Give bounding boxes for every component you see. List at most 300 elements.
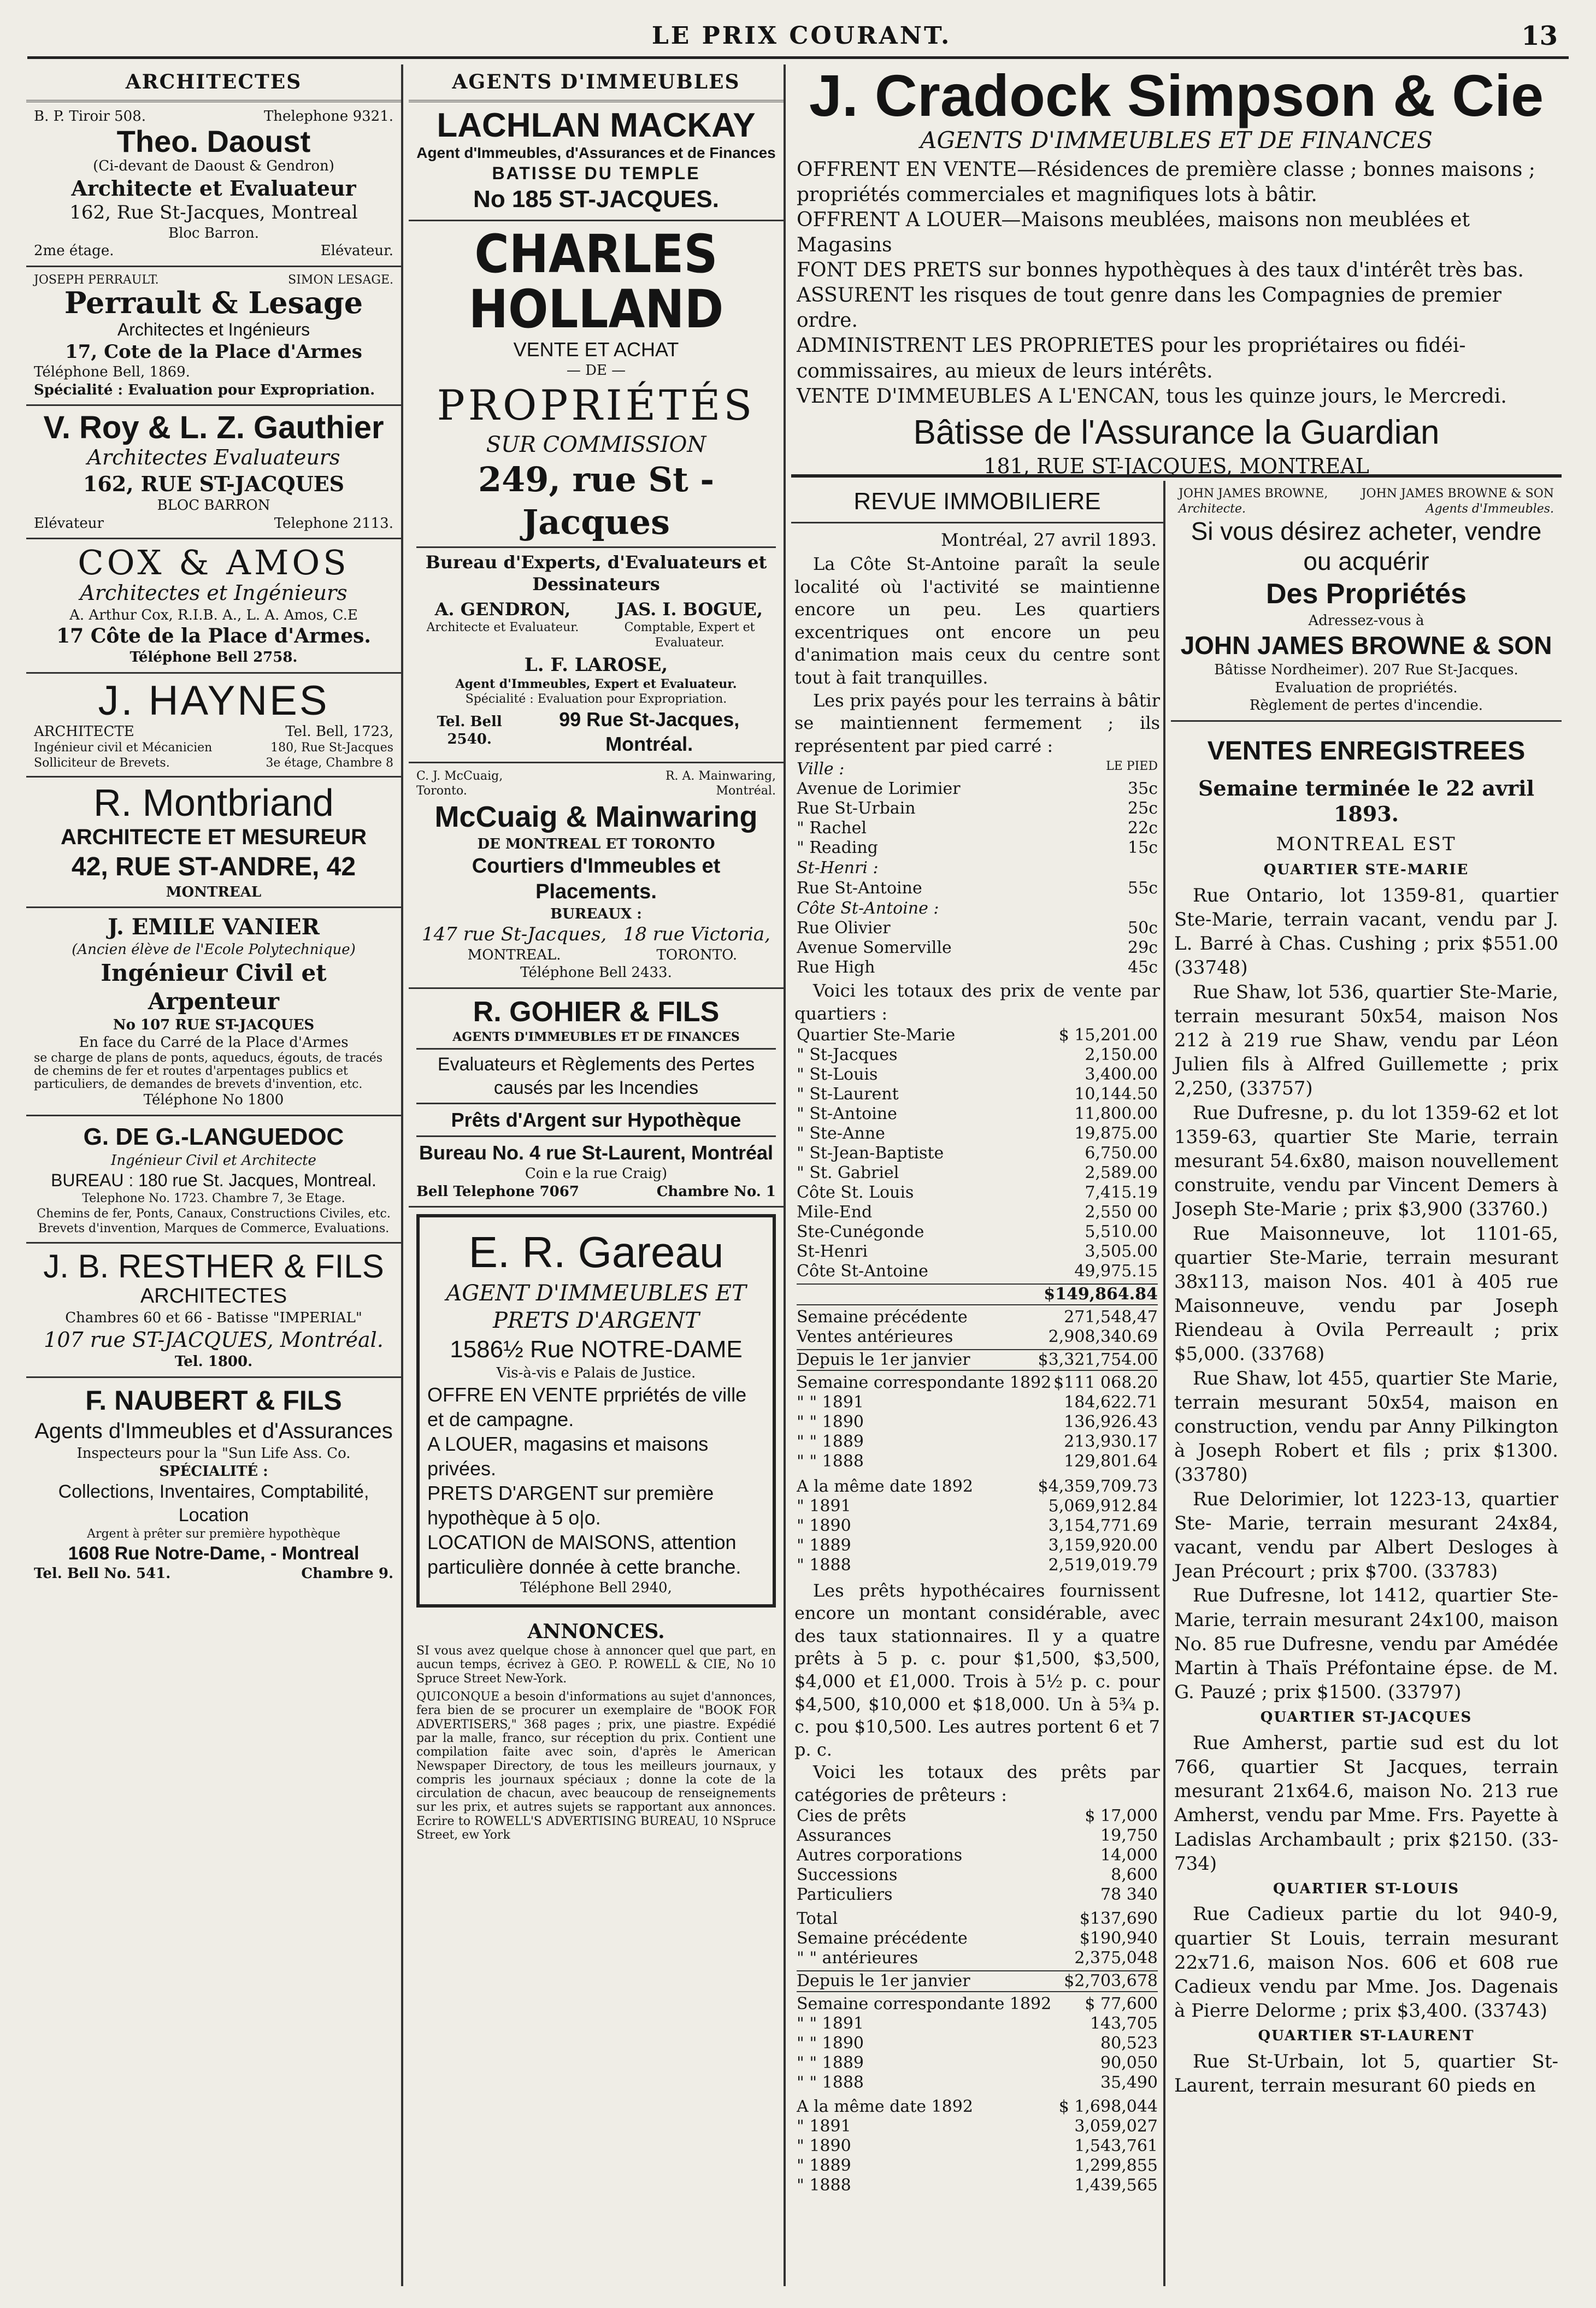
revue-immobiliere: [791, 481, 1165, 2286]
table-row: [797, 1203, 1158, 1222]
table-row: [797, 779, 1158, 799]
ad-text: 2me étage.: [34, 243, 114, 260]
revue-sales-table: [791, 1026, 1163, 1575]
table-label: Depuis le 1er janvier: [797, 1971, 970, 1991]
table-value: 49,975.15: [1074, 1261, 1158, 1281]
table-row: [797, 1045, 1158, 1065]
table-row: [797, 1536, 1158, 1556]
table-value: 11,800.00: [1074, 1104, 1158, 1123]
ad-name: F. NAUBERT & FILS: [85, 1385, 342, 1416]
table-value: 184,622.71: [1064, 1392, 1158, 1412]
table-row: [797, 1183, 1158, 1203]
table-row: [797, 1477, 1158, 1497]
ad-text: Coin e la rue Craig): [525, 1165, 668, 1182]
table-value: 213,930.17: [1064, 1432, 1158, 1451]
table-label: Depuis le 1er janvier: [797, 1350, 970, 1369]
ad-text: Evaluateurs et Règlements des Pertes causés par les Incendies: [437, 1054, 755, 1098]
quarter-heading: QUARTIER ST-LOUIS: [1273, 1880, 1459, 1897]
table-value: 3,159,920.00: [1048, 1535, 1158, 1555]
table-row: [797, 2117, 1158, 2136]
revue-text: Les prix payés pour les terrains à bâtir se maintiennent fermement ; ils représentent par pied carré :: [794, 690, 1160, 756]
table-row: [797, 1222, 1158, 1242]
ad-text: OFFRE EN VENTE prpriétés de ville et de campagne.: [427, 1383, 747, 1430]
sale-entry: Rue Delorimier, lot 1223-13, quartier Ste- Marie, terrain mesurant 24x84, vacant, vendu par Albert Desloges à Jean Précourt ; prix $700. (33783): [1174, 1488, 1558, 1583]
ad-text: Téléphone Bell 2940,: [520, 1579, 672, 1596]
ad-body: [791, 155, 1562, 411]
ad-text: En face du Carré de la Place d'Armes: [79, 1034, 349, 1051]
ad-name: A. GENDRON,: [434, 599, 571, 620]
table-row: [797, 1516, 1158, 1536]
table-value: 6,750.00: [1085, 1143, 1158, 1163]
section-heading: ARCHITECTES: [125, 70, 302, 93]
ad-role: Architectes et Ingénieurs: [117, 319, 310, 339]
table-row: [797, 2156, 1158, 2176]
table-value: $111 068.20: [1053, 1373, 1158, 1392]
ad-text: MONTREAL: [166, 884, 262, 900]
sale-entry: Rue Dufresne, p. du lot 1359-62 et lot 1359-63, quartier Ste Marie, terrain mesurant 54.6x80, maison nouvellement construite, vendu par Vincent Demers à Joseph Ste-Marie ; prix $3,900 (33760.): [1174, 1102, 1558, 1221]
ad-gohier: [409, 989, 784, 1208]
ad-name: J. Cradock Simpson & Cie: [809, 64, 1544, 128]
ad-name: J. HAYNES: [98, 677, 329, 724]
ad-address: No 185 ST-JACQUES.: [473, 186, 719, 213]
table-label: Rue High: [797, 958, 875, 978]
ad-text: Vis-à-vis e Palais de Justice.: [496, 1365, 696, 1382]
ad-text: Des Propriétés: [1265, 578, 1467, 610]
table-value: 55c: [1128, 878, 1158, 898]
ad-address: 17 Côte de la Place d'Armes.: [56, 625, 371, 648]
table-label: A la même date 1892: [797, 1476, 973, 1496]
table-label: " " 1888: [797, 2073, 864, 2093]
revue-heading: REVUE IMMOBILIERE: [791, 481, 1163, 523]
table-label: " St-Laurent: [797, 1084, 899, 1104]
ad-role: AGENTS D'IMMEUBLES ET DE FINANCES: [920, 127, 1433, 154]
ad-address: 107 rue ST-JACQUES, Montréal.: [44, 1327, 384, 1352]
table-row: [797, 1144, 1158, 1163]
ad-text: Evaluation de propriétés.: [1275, 679, 1458, 696]
table-label: St-Henri: [797, 1241, 868, 1261]
table-row: [797, 2053, 1158, 2073]
table-row: [797, 1865, 1158, 1885]
table-label: " St-Antoine: [797, 1104, 897, 1123]
ad-address: Bâtisse Nordheimer). 207 Rue St-Jacques.: [1214, 662, 1518, 679]
ad-role: Architectes Evaluateurs: [87, 445, 340, 470]
ad-role: ARCHITECTE ET MESUREUR: [60, 825, 367, 849]
table-row: [797, 1556, 1158, 1575]
table-label: Côte St-Antoine :: [797, 898, 939, 918]
sale-entry: Rue Ontario, lot 1359-81, quartier Ste-Marie, terrain vacant, vendu par J. L. Barré à Chas. Cushing ; prix $551.00 (33748): [1174, 884, 1558, 979]
revue-prices: [791, 757, 1163, 980]
table-label: " St. Gabriel: [797, 1163, 899, 1182]
revue-date: Montréal, 27 avril 1893.: [941, 529, 1157, 550]
ad-text: A. Arthur Cox, R.I.B. A., L. A. Amos, C.E: [69, 607, 358, 623]
table-row: [797, 1373, 1158, 1393]
ad-text: R. A. Mainwaring,: [665, 769, 776, 783]
table-row: [797, 1308, 1158, 1327]
ad-address: No 107 RUE ST-JACQUES: [113, 1016, 315, 1033]
table-label: " 1891: [797, 1496, 851, 1516]
table-row: [797, 1948, 1158, 1968]
table-row: [797, 879, 1158, 898]
ad-text: Architecte et Evaluateur.: [426, 621, 579, 635]
ad-text: Bâtisse de l'Assurance la Guardian: [913, 413, 1440, 451]
page-number: 13: [1521, 20, 1558, 51]
table-value: 136,926.43: [1064, 1412, 1158, 1432]
table-label: " St-Louis: [797, 1064, 878, 1084]
ad-name: McCuaig & Mainwaring: [434, 800, 758, 833]
ad-address: 181, RUE ST-JACQUES, MONTREAL: [983, 454, 1369, 479]
ad-name: G. DE G.-LANGUEDOC: [83, 1123, 344, 1150]
ad-text: Prêts d'Argent sur Hypothèque: [451, 1109, 741, 1132]
ad-text: BUREAUX :: [550, 905, 642, 922]
ad-text: VENTE D'IMMEUBLES A L'ENCAN, tous les quinze jours, le Mercredi.: [797, 385, 1507, 408]
table-total: $149,864.84: [1044, 1284, 1158, 1304]
table-row: [797, 1826, 1158, 1846]
table-label: Autres corporations: [797, 1846, 963, 1865]
table-value: 7,415.19: [1085, 1182, 1158, 1202]
table-label: " " antérieures: [797, 1948, 918, 1968]
ad-address: 42, RUE ST-ANDRE, 42: [71, 852, 356, 881]
ad-languedoc: [26, 1116, 401, 1244]
table-label: Rue St-Antoine: [797, 878, 922, 898]
ad-text: Tel. Bell 2540.: [437, 713, 502, 748]
table-row: [797, 1994, 1158, 2014]
table-row: [797, 919, 1158, 938]
table-row: [797, 1846, 1158, 1865]
table-value: 19,750: [1100, 1826, 1158, 1846]
ad-text: (Ancien élève de l'Ecole Polytechnique): [72, 941, 356, 958]
ad-name: JAS. I. BOGUE,: [616, 599, 763, 620]
ad-text: — DE —: [566, 362, 626, 379]
table-value: $ 15,201.00: [1058, 1025, 1158, 1045]
table-value: 35c: [1128, 779, 1158, 799]
table-label: Ville :: [797, 759, 845, 779]
ad-text: Collections, Inventaires, Comptabilité, Location: [58, 1481, 369, 1526]
table-row: [797, 1929, 1158, 1948]
table-label: " 1889: [797, 1535, 851, 1555]
ad-role: Agents d'Immeubles et d'Assurances: [34, 1419, 393, 1444]
ad-name: JOHN JAMES BROWNE & SON: [1180, 631, 1552, 660]
ad-text: Tel. 1800.: [174, 1353, 253, 1370]
ad-text: Architecte.: [1179, 502, 1246, 516]
ad-role: Agent d'Immeubles, d'Assurances et de Finances: [416, 144, 776, 162]
section-heading: AGENTS D'IMMEUBLES: [452, 70, 740, 93]
table-value: $190,940: [1079, 1929, 1158, 1948]
ad-role: AGENT D'IMMEUBLES ET PRETS D'ARGENT: [446, 1281, 746, 1334]
ad-text: B. P. Tiroir 508.: [34, 108, 146, 125]
table-label: " St-Jean-Baptiste: [797, 1143, 944, 1163]
ad-name: J. EMILE VANIER: [108, 914, 320, 940]
ad-text: se charge de plans de ponts, aqueducs, égouts, de tracés de chemins de fer et routes d'arpentages publics et particuliers, de demandes de brevets d'invention, etc.: [34, 1051, 383, 1092]
table-value: 15c: [1128, 838, 1158, 858]
ad-text: JOHN JAMES BROWNE,: [1179, 487, 1328, 501]
table-value: 10,144.50: [1074, 1084, 1158, 1104]
ad-text: Elévateur.: [320, 243, 393, 260]
table-label: Cies de prêts: [797, 1806, 906, 1826]
ad-daoust: [26, 102, 401, 267]
ad-text: Inspecteurs pour la "Sun Life Ass. Co.: [76, 1445, 351, 1462]
table-value: $ 77,600: [1085, 1994, 1158, 2014]
ad-text: FONT DES PRETS sur bonnes hypothèques à des taux d'intérêt très bas.: [797, 259, 1524, 282]
table-value: 3,059,027: [1074, 2117, 1158, 2136]
ad-name: Theo. Daoust: [116, 123, 311, 158]
table-label: Avenue de Lorimier: [797, 779, 961, 799]
ad-montbriand: [26, 778, 401, 908]
ad-text: LOCATION de MAISONS, attention particulière donnée à cette branche.: [427, 1530, 741, 1578]
ad-text: Téléphone Bell 2433.: [520, 964, 672, 981]
table-value: 3,505.00: [1085, 1241, 1158, 1261]
table-row: [797, 1163, 1158, 1183]
table-label: LE PIED: [1106, 759, 1158, 774]
ad-role: ARCHITECTES: [140, 1284, 287, 1308]
ad-text: Chemins de fer, Ponts, Canaux, Constructions Civiles, etc. Brevets d'invention, Marques de Commerce, Evaluations.: [37, 1206, 391, 1236]
column-architects: [26, 64, 403, 2286]
table-row: [797, 1104, 1158, 1124]
table-label: " " 1888: [797, 1451, 864, 1471]
column-real-estate-agents: [409, 64, 786, 2286]
table-row: [797, 1327, 1158, 1347]
table-value: 80,523: [1100, 2034, 1158, 2053]
ad-address: 1608 Rue Notre-Dame, - Montreal: [68, 1542, 360, 1564]
table-row: [797, 1124, 1158, 1144]
ad-name: R. Montbriand: [93, 781, 334, 825]
ad-text: SPÉCIALITÉ :: [159, 1463, 268, 1480]
ad-text: MONTREAL.: [467, 946, 561, 963]
ad-text: JOHN JAMES BROWNE & SON: [1361, 487, 1554, 501]
ad-address: 147 rue St-Jacques,: [422, 923, 607, 946]
table-label: Rue St-Urbain: [797, 799, 916, 819]
table-label: Assurances: [797, 1826, 892, 1846]
table-label: Semaine précédente: [797, 1929, 968, 1948]
table-value: 2,150.00: [1085, 1045, 1158, 1064]
ad-text: Agents d'Immeubles.: [1426, 502, 1554, 516]
sale-entry: Rue St-Urbain, lot 5, quartier St-Laurent, terrain mesurant 60 pieds en: [1174, 2050, 1558, 2097]
ad-role: AGENTS D'IMMEUBLES ET DE FINANCES: [452, 1029, 740, 1044]
sale-entry: Rue Cadieux partie du lot 940-9, quartier St Louis, terrain mesurant 22x71.6, maison Nos. 606 et 608 rue Cadieux vendu par Mme. Jos. Dagenais à Pierre Delorme ; prix $3,400. (33743): [1174, 1903, 1558, 2022]
quarter-heading: QUARTIER ST-JACQUES: [1260, 1709, 1473, 1726]
ad-text: Chambres 60 et 66 - Batisse "IMPERIAL": [65, 1310, 362, 1327]
ad-address: Bureau No. 4 rue St-Laurent, Montréal: [419, 1141, 774, 1164]
table-label: A la même date 1892: [797, 2097, 973, 2117]
sale-entry: Rue Shaw, lot 455, quartier Ste Marie, terrain mesurant 50x54, maison en construction, vendu par Anny Pilkington à Joseph Robert et fils ; prix $1300. (33780): [1174, 1367, 1558, 1486]
page-header: [27, 15, 1569, 59]
ad-text: ASSURENT les risques de tout genre dans les Compagnies de premier ordre.: [797, 284, 1501, 332]
table-label: Total: [797, 1909, 838, 1929]
table-value: 271,548,47: [1064, 1307, 1158, 1327]
ad-mccuaig: [409, 763, 784, 989]
ad-text: Tel. Bell, 1723,: [285, 723, 393, 740]
ad-text: JOSEPH PERRAULT.: [34, 273, 159, 287]
annonces-text: QUICONQUE a besoin d'informations au sujet d'annonces, fera bien de se procurer un exemplaire de "BOOK FOR ADVERTISERS," 368 pages ; prix, une piastre. Expédié par la malle, franco, sur réception du prix. Contient une compilation faite avec soin, d'après le American Newspaper Directory, de tous les meilleurs journaux, y compris les journaux spéciaux ; donne la cote de la circulation de chacun, avec beaucoup de renseignements sur les prix, et autres sujets se rapportant aux annonces. Ecrire to ROWELL'S ADVERTISING BUREAU, 10 NSpruce Street, ew York: [416, 1690, 776, 1842]
ad-text: Telephone 2113.: [274, 515, 393, 532]
ad-text: A LOUER, magasins et maisons privées.: [427, 1432, 709, 1480]
ad-text: TORONTO.: [656, 946, 738, 963]
table-value: 3,154,771.69: [1048, 1516, 1158, 1535]
ad-cradock-simpson: [791, 64, 1562, 480]
table-row: [797, 819, 1158, 838]
table-value: 22c: [1128, 819, 1158, 838]
table-value: 50c: [1128, 919, 1158, 938]
table-label: " " 1891: [797, 1392, 864, 1412]
ad-role: Ingénieur Civil et Architecte: [111, 1152, 316, 1169]
table-value: 29c: [1128, 938, 1158, 958]
table-label: Successions: [797, 1865, 898, 1885]
table-row: [797, 1806, 1158, 1826]
table-row: [797, 1497, 1158, 1516]
ad-text: C. J. McCuaig,: [416, 769, 503, 783]
ad-roy-gauthier: [26, 406, 401, 539]
sale-entry: Rue Shaw, lot 536, quartier Ste-Marie, terrain mesurant 50x54, maison Nos 212 à 219 rue Shaw, vendu par Léon Julien fils à Alfred Guillemette ; prix 2,250, (33757): [1174, 981, 1558, 1100]
table-value: 8,600: [1111, 1865, 1158, 1885]
ventes-heading: VENTES ENREGISTREES: [1207, 736, 1526, 766]
ad-text: Agent d'Immeubles, Expert et Evaluateur.: [455, 676, 737, 691]
table-value: 129,801.64: [1064, 1451, 1158, 1471]
ad-text: SIMON LESAGE.: [288, 273, 393, 287]
ad-text: SUR COMMISSION: [486, 432, 706, 458]
table-value: 2,519,019.79: [1048, 1555, 1158, 1575]
table-label: " 1888: [797, 2176, 851, 2195]
ad-text: Thelephone 9321.: [263, 108, 393, 125]
table-label: " 1890: [797, 1516, 851, 1535]
quarter-heading: QUARTIER ST-LAURENT: [1258, 2028, 1475, 2045]
table-label: St-Henri :: [797, 858, 879, 878]
table-label: Côte St-Antoine: [797, 1261, 928, 1281]
ad-text: Spécialité : Evaluation pour Expropriation.: [34, 381, 375, 398]
table-value: $2,703,678: [1064, 1971, 1158, 1991]
table-row: [797, 1412, 1158, 1432]
ad-text: Bell Telephone 7067: [416, 1183, 579, 1200]
ad-text: Adressez-vous à: [1308, 613, 1424, 629]
ad-name: COX & AMOS: [78, 543, 350, 583]
table-value: 5,069,912.84: [1048, 1496, 1158, 1516]
table-label: " " 1889: [797, 2053, 864, 2073]
table-value: 143,705: [1089, 2014, 1158, 2034]
ad-address: 99 Rue St-Jacques, Montréal.: [559, 708, 740, 755]
ad-text: OFFRENT A LOUER—Maisons meublées, maisons non meublées et Magasins: [797, 209, 1470, 257]
annonces: [409, 1614, 784, 1847]
revue-text: Les prêts hypothécaires fournissent encore un montant considérable, avec des taux stationnaires. Il y a quatre prêts à 5 p. c. pour $1,500, $3,500, $4,000 et £1,000. Trois à 5½ p. c. pour $4,500, $10,000 et $18,000. Un à 5¾ p. c. pou $10,500. Les autres portent 6 et 7 p. c.: [794, 1580, 1160, 1760]
ad-address: 249, rue St - Jacques: [478, 460, 715, 542]
ad-perrault: [26, 267, 401, 407]
ad-text: Téléphone No 1800: [143, 1092, 284, 1109]
ad-text: Si vous désirez acheter, vendre ou acquérir: [1191, 517, 1542, 576]
ad-role: Architecte et Evaluateur: [71, 175, 356, 201]
table-label: Côte St. Louis: [797, 1182, 914, 1202]
quarter-heading: QUARTIER STE-MARIE: [1263, 862, 1469, 879]
ad-role: ARCHITECTE: [34, 723, 134, 740]
divider: [791, 474, 1562, 478]
ad-address: 1586½ Rue NOTRE-DAME: [450, 1336, 743, 1363]
ad-text: VENTE ET ACHAT: [513, 338, 679, 361]
ad-holland: [409, 221, 784, 763]
table-value: 1,543,761: [1074, 2136, 1158, 2156]
table-value: $3,321,754.00: [1038, 1350, 1158, 1369]
table-label: Quartier Ste-Marie: [797, 1025, 956, 1045]
revue-text: Voici les totaux des prix de vente par quartiers :: [794, 980, 1160, 1024]
ad-address: 162, RUE ST-JACQUES: [83, 471, 345, 496]
table-row: [797, 2014, 1158, 2034]
table-value: $4,359,709.73: [1038, 1476, 1158, 1496]
ad-text: PROPRIÉTÉS: [437, 381, 756, 430]
table-value: 2,375,048: [1074, 1948, 1158, 1968]
table-label: " " 1890: [797, 2034, 864, 2053]
table-label: Semaine correspondante 1892: [797, 1373, 1052, 1392]
table-label: " 1891: [797, 2117, 851, 2136]
table-label: Ste-Cunégonde: [797, 1222, 924, 1241]
ad-text: Ingénieur civil et Mécanicien: [34, 741, 213, 755]
newspaper-title: LE PRIX COURANT.: [651, 22, 952, 50]
ad-name: J. B. RESTHER & FILS: [43, 1247, 384, 1285]
table-row: [797, 2097, 1158, 2117]
table-row: [797, 2034, 1158, 2053]
ad-text: Téléphone Bell 2758.: [129, 649, 298, 666]
table-row: [797, 2176, 1158, 2195]
ad-text: Argent à prêter sur première hypothèque: [87, 1527, 340, 1541]
ad-text: Téléphone Bell, 1869.: [34, 364, 190, 381]
ad-address: 162, Rue St-Jacques, Montreal: [69, 202, 358, 224]
ad-text: Règlement de pertes d'incendie.: [1249, 697, 1483, 714]
table-row: [797, 1452, 1158, 1471]
ad-text: Tel. Bell No. 541.: [34, 1565, 171, 1582]
table-row: [797, 938, 1158, 958]
ad-text: Montréal.: [716, 784, 776, 798]
table-row: [797, 1432, 1158, 1452]
table-label: " 1889: [797, 2156, 851, 2176]
ad-cox-amos: [26, 539, 401, 674]
ad-browne: [1171, 481, 1562, 722]
table-row: [797, 1909, 1158, 1929]
table-value: 14,000: [1100, 1846, 1158, 1865]
table-row: [797, 1885, 1158, 1905]
table-row: [797, 1242, 1158, 1262]
table-label: " " 1890: [797, 1412, 864, 1432]
table-row: [797, 1065, 1158, 1085]
ad-text: Spécialité : Evaluation pour Expropriation.: [465, 692, 727, 706]
ad-vanier: [26, 908, 401, 1116]
ad-name: V. Roy & L. Z. Gauthier: [43, 410, 384, 446]
ad-name: Perrault & Lesage: [64, 285, 363, 321]
ad-text: Bureau d'Experts, d'Evaluateurs et Dessinateurs: [425, 552, 767, 595]
ad-address: 18 rue Victoria,: [623, 923, 770, 946]
revue-text: Voici les totaux des prêts par catégories de prêteurs :: [794, 1762, 1160, 1805]
table-row: [797, 958, 1158, 978]
table-label: " Rachel: [797, 819, 867, 838]
table-value: 19,875.00: [1074, 1123, 1158, 1143]
ad-name: L. F. LAROSE,: [524, 654, 668, 676]
table-value: 90,050: [1100, 2053, 1158, 2073]
ad-text: Solliciteur de Brevets.: [34, 756, 170, 770]
table-value: $ 17,000: [1085, 1806, 1158, 1826]
ad-haynes: [26, 674, 401, 778]
table-row: [797, 838, 1158, 858]
ad-text: PRETS D'ARGENT sur première hypothèque à 5 o|o.: [427, 1481, 714, 1529]
ad-text: Elévateur: [34, 515, 104, 532]
ad-text: BLOC BARRON: [157, 497, 270, 514]
ad-text: DE MONTREAL ET TORONTO: [477, 836, 715, 853]
table-label: Avenue Somerville: [797, 938, 952, 958]
table-row: [797, 2136, 1158, 2156]
table-label: Mile-End: [797, 1202, 873, 1222]
table-row: [797, 2073, 1158, 2093]
ad-name: LACHLAN MACKAY: [437, 107, 756, 144]
ad-text: OFFRENT EN VENTE—Résidences de première classe ; bonnes maisons ; propriétés commerciales et magnifiques lots à bâtir.: [797, 158, 1535, 206]
table-label: Rue Olivier: [797, 919, 891, 938]
table-value: 1,439,565: [1074, 2176, 1158, 2195]
table-value: 2,908,340.69: [1048, 1327, 1158, 1346]
table-value: $137,690: [1079, 1909, 1158, 1929]
ad-naubert: [26, 1378, 401, 1588]
table-label: " " 1889: [797, 1432, 864, 1451]
table-row: [797, 1393, 1158, 1412]
